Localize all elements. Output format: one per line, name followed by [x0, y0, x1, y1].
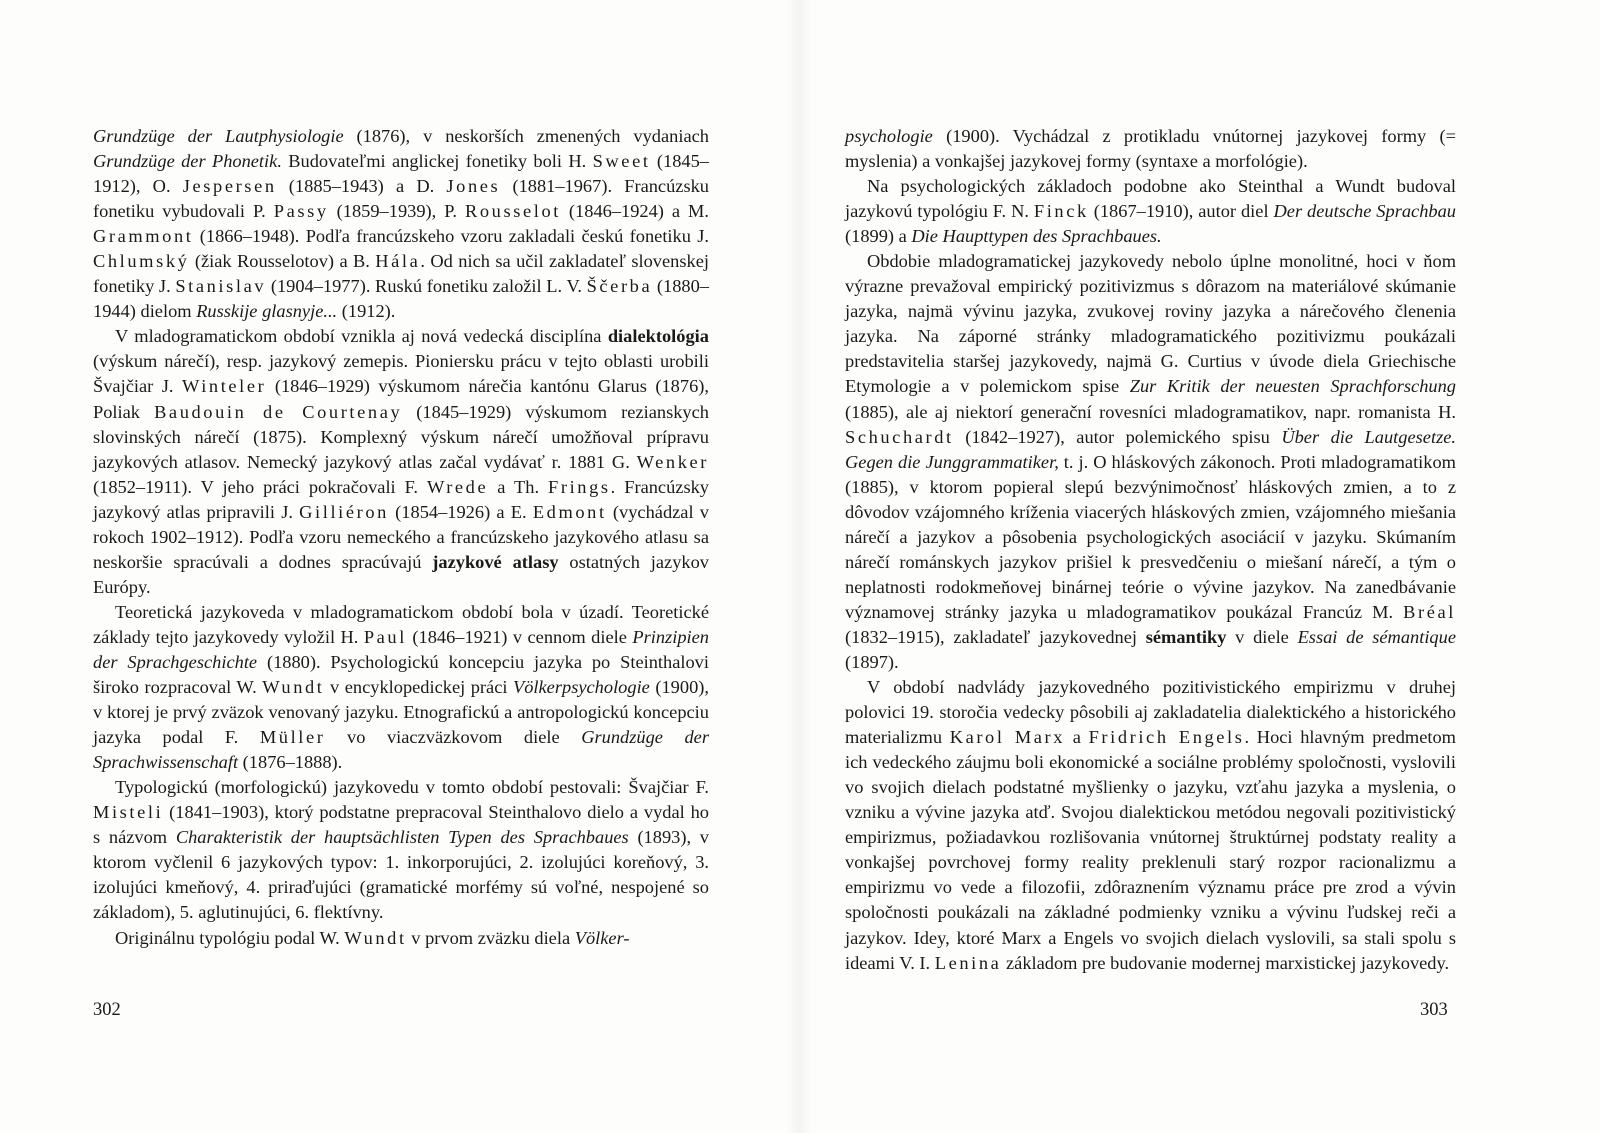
- right-page-number: 303: [1420, 1000, 1448, 1020]
- text-run: v prvom zväzku diela: [406, 927, 575, 948]
- bold-term: dialektológia: [607, 326, 709, 347]
- text-run: (1859–1939), P.: [328, 201, 465, 222]
- paragraph: [93, 926, 709, 951]
- text-run: Budovateľmi anglickej fonetiky boli H.: [281, 151, 593, 172]
- text-run: V období nadvlády jazykovedného pozitivistického empirizmu v druhej polovici 19. storočia vedecky pôsobili aj zakladatelia dialektického a historického materializmu: [845, 677, 1456, 748]
- text-run: v encyklopedickej práci: [324, 677, 513, 698]
- text-run: Teoretická jazykoveda v mladogramatickom období bola v úzadí. Teoretické základy tejto jazykovedy vyložil H.: [93, 601, 709, 647]
- spaced-name: Wrede: [426, 476, 489, 497]
- paragraph: [93, 124, 709, 324]
- text-run: (1852–1911). V jeho práci pokračovali F.: [93, 476, 427, 497]
- italic-title: Essai de sémantique: [1297, 626, 1456, 647]
- spaced-name: Paul: [363, 626, 407, 647]
- italic-title: Über die Lautgesetze. Gegen die Junggrammatiker,: [845, 426, 1456, 472]
- italic-title: Grundzüge der Phonetik.: [93, 151, 282, 172]
- text-run: Typologickú (morfologickú) jazykovedu v tomto období pestovali: Švajčiar F.: [115, 777, 709, 798]
- book-gutter: [786, 0, 812, 1133]
- italic-title: Völker-: [574, 927, 630, 948]
- text-run: (1845–1912), O.: [93, 151, 710, 197]
- spaced-name: Lenina: [934, 952, 1002, 973]
- text-run: (1876–1888).: [238, 752, 343, 773]
- spaced-name: Baudouin de Courtenay: [154, 401, 403, 422]
- text-run: a Th.: [488, 476, 549, 497]
- text-run: Na psychologických základoch podobne ako Steinthal a Wundt budoval jazykovú typológiu F. N.: [845, 176, 1456, 222]
- text-run: (1876), v neskorších zmenených vydaniach: [343, 126, 709, 146]
- text-run: (vychádzal v rokoch 1902–1912). Podľa vzoru nemeckého a francúzskeho jazykového atlasu sa neskoršie spracúvali a dodnes spracúvajú: [93, 501, 709, 572]
- left-page: [93, 124, 709, 951]
- text-run: (1842–1927), autor polemického spisu: [953, 426, 1282, 447]
- text-run: t. j. O hláskových zákonoch. Proti mladogramatikom (1885), v ktorom popieral slepú bezvýnimočnosť hláskových zmien, a to z dôvodov vzájomného kríženia viacerých hláskových zmien, vzájomného miešania nárečí a jazykov a pôsobenia psychologických asociácií v jazyku. Skúmaním nárečí románskych jazykov prišiel k presvedčeniu o miešaní nárečí, a tým o neplatnosti rodokmeňovej binárnej teórie o vývine jazykov. Na zanedbávanie významovej stránky jazyka u mladogramatikov poukázal Francúz M.: [845, 451, 1456, 622]
- text-run: vo viaczväzkovom diele: [325, 727, 582, 748]
- spaced-name: Stanislav: [175, 276, 267, 297]
- spaced-name: Passy: [273, 201, 329, 222]
- text-run: (1900). Vychádzal z protikladu vnútornej jazykovej formy (= myslenia) a vonkajšej jazykovej formy (syntaxe a morfológie).: [845, 126, 1456, 172]
- text-run: (1881–1967). Francúzsku fonetiku vybudovali P.: [93, 176, 710, 222]
- paragraph: [93, 324, 709, 600]
- text-run: (1832–1915), zakladateľ jazykovednej: [845, 626, 1146, 647]
- text-run: (1866–1948). Podľa francúzskeho vzoru zakladali českú fonetiku J.: [193, 226, 709, 247]
- text-run: (1880). Psychologickú koncepciu jazyka po Steinthalovi široko rozpracoval W.: [93, 651, 709, 698]
- text-run: (1899) a: [845, 226, 912, 247]
- text-run: (1845–1929) výskumom rezianskych slovinských nárečí (1875). Komplexný výskum nárečí umožňoval prípravu jazykových atlasov. Nemecký jazykový atlas začal vydávať r. 1881 G.: [93, 401, 709, 472]
- italic-title: Grundzüge der Sprachwissenschaft: [93, 727, 709, 773]
- spaced-name: Müller: [259, 727, 326, 748]
- bold-term: jazykové atlasy: [432, 551, 559, 572]
- paragraph: [845, 174, 1456, 249]
- spaced-name: Gilliéron: [299, 501, 389, 522]
- right-page-body: [845, 124, 1456, 976]
- spaced-name: Schuchardt: [845, 426, 954, 447]
- text-run: . Od nich sa učil zakladateľ slovenskej fonetiky J.: [93, 251, 709, 297]
- paragraph: [845, 675, 1456, 976]
- spaced-name: Finck: [1033, 201, 1089, 222]
- left-page-body: [93, 124, 709, 951]
- text-run: (1912).: [337, 301, 396, 322]
- text-run: (1904–1977). Ruskú fonetiku založil L. V.: [266, 276, 587, 297]
- paragraph: [845, 124, 1456, 174]
- spaced-name: Wundt: [344, 927, 407, 948]
- right-page: [845, 124, 1456, 976]
- spaced-name: Rousselot: [465, 201, 561, 222]
- text-run: (1841–1903), ktorý podstatne prepracoval Steinthalovo dielo a vydal ho s názvom: [93, 802, 709, 848]
- spaced-name: Grammont: [93, 226, 194, 247]
- paragraph: [845, 249, 1456, 675]
- spaced-name: Frings: [548, 476, 611, 497]
- text-run: Obdobie mladogramatickej jazykovedy nebolo úplne monolitné, hoci v ňom výrazne prevažoval empirický pozitivizmus s dôrazom na materiálové skúmanie jazyka, najmä vývinu jazyka, zvukovej roviny jazyka a nárečového členenia jazyka. Na záporné stránky mladogramatického pozitivizmu poukázali predstavitelia staršej jazykovedy, najmä G. Curtius v úvode diela Griechische Etymologie a v polemickom spise: [845, 251, 1456, 397]
- italic-title: psychologie: [845, 126, 933, 146]
- spaced-name: Hála: [375, 251, 421, 272]
- spaced-name: Wundt: [262, 677, 325, 698]
- italic-title: Der deutsche Sprachbau: [1273, 201, 1456, 222]
- text-run: (1846–1929) výskumom nárečia kantónu Glarus (1876), Poliak: [93, 376, 709, 422]
- text-run: (1885), ale aj niektorí generační rovesníci mladogramatikov, napr. romanista H.: [845, 401, 1456, 422]
- text-run: (výskum nárečí), resp. jazykový zemepis. Pioniersku prácu v tejto oblasti urobili Švajčiar J.: [93, 351, 709, 397]
- text-run: (1893), v ktorom vyčlenil 6 jazykových typov: 1. inkorporujúci, 2. izolujúci koreňový, 3. izolujúci kmeňový, 4. priraďujúci (gramatické morfémy sú voľné, nespojené so základom), 5. aglutinujúci, 6. flektívny.: [93, 827, 709, 923]
- text-run: v diele: [1226, 626, 1298, 647]
- italic-title: Grundzüge der Lautphysiologie: [93, 126, 344, 146]
- italic-title: Zur Kritik der neuesten Sprachforschung: [1129, 376, 1456, 397]
- text-run: . Hoci hlavným predmetom ich vedeckého záujmu boli ekonomické a sociálne problémy spoločnosti, vyslovili vo svojich dielach podstatné myšlienky o jazyku, vzťahu jazyka a myslenia, o vzniku a vývine jazyka atď. Svojou dialektickou metódou negovali pozitivistický empirizmus, požiadavkou rozlišovania vnútornej štruktúrnej podstaty reality a vonkajšej povrchovej formy reality preklenuli starý rozpor racionalizmu a empirizmu vo vede a filozofii, zdôraznením významu práce pre zrod a vývin spoločnosti poukázali na základné podmienky vzniku a vývinu ľudskej reči a jazykov. Idey, ktoré Marx a Engels vo svojich dielach vyslovili, sa stali spolu s ideami V. I.: [845, 727, 1456, 973]
- spaced-name: Jones: [446, 176, 501, 197]
- text-run: (1846–1924) a M.: [560, 201, 710, 222]
- spaced-name: Misteli: [93, 802, 164, 823]
- left-page-number: 302: [93, 1000, 121, 1020]
- spaced-name: Karol Marx: [949, 727, 1066, 748]
- paragraph: [93, 775, 709, 925]
- text-run: (1897).: [845, 651, 899, 672]
- spaced-name: Chlumský: [93, 251, 190, 272]
- text-run: (1854–1926) a E.: [388, 501, 533, 522]
- text-run: (1900), v ktorej je prvý zväzok venovaný jazyku. Etnografickú a antropologickú koncepciu jazyka podal F.: [93, 677, 709, 748]
- text-run: V mladogramatickom období vznikla aj nová vedecká disciplína: [115, 326, 608, 347]
- text-run: základom pre budovanie modernej marxistickej jazykovedy.: [1001, 952, 1450, 973]
- text-run: ostatných jazykov Európy.: [93, 551, 709, 597]
- italic-title: Die Haupttypen des Sprachbaues.: [911, 226, 1162, 247]
- spaced-name: Wenker: [636, 451, 709, 472]
- italic-title: Prinzipien der Sprachgeschichte: [93, 626, 709, 672]
- italic-title: Charakteristik der hauptsächlisten Typen des Sprachbaues: [175, 827, 629, 848]
- text-run: (1867–1910), autor diel: [1088, 201, 1274, 222]
- paragraph: [93, 600, 709, 775]
- text-run: (1880–1944) dielom: [93, 276, 709, 322]
- spaced-name: Fridrich Engels: [1088, 727, 1245, 748]
- text-run: (1885–1943) a D.: [276, 176, 447, 197]
- italic-title: Russkije glasnyje...: [196, 301, 338, 322]
- spaced-name: Jespersen: [182, 176, 277, 197]
- spaced-name: Edmont: [532, 501, 607, 522]
- bold-term: sémantiky: [1145, 626, 1227, 647]
- text-run: . Francúzsky jazykový atlas pripravili J.: [93, 476, 709, 522]
- spaced-name: Bréal: [1403, 601, 1456, 622]
- spaced-name: Ščerba: [586, 276, 653, 297]
- italic-title: Völkerpsychologie: [512, 677, 650, 698]
- text-run: a: [1065, 727, 1089, 748]
- text-run: (žiak Rousselotov) a B.: [189, 251, 376, 272]
- text-run: Originálnu typológiu podal W.: [115, 927, 345, 948]
- spaced-name: Sweet: [592, 151, 651, 172]
- text-run: (1846–1921) v cennom diele: [406, 626, 633, 647]
- spaced-name: Winteler: [181, 376, 267, 397]
